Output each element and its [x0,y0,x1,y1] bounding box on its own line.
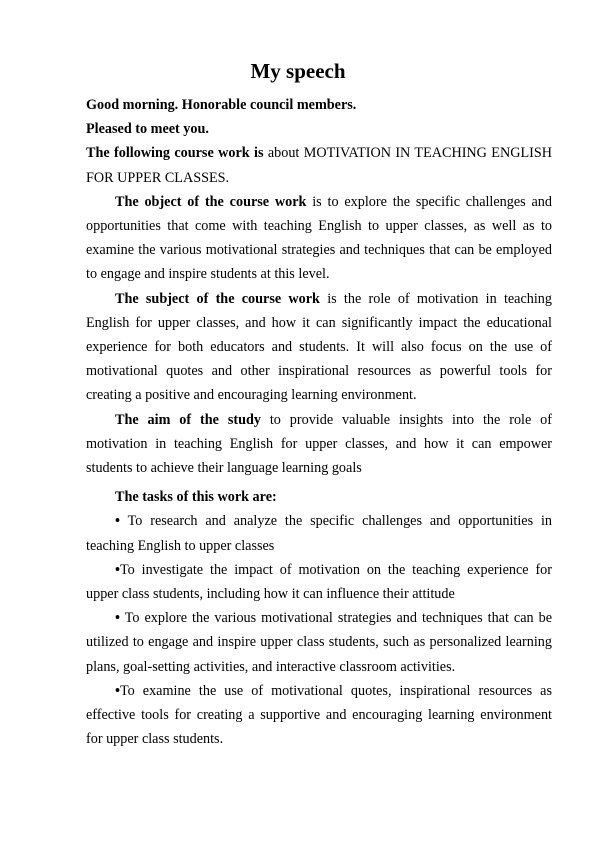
aim-lead: The aim of the study [115,411,261,428]
bullet-icon: • [115,513,120,530]
pleased-line: Pleased to meet you. [86,121,209,138]
aim-text: to provide valuable insights into the role of motivation in teaching English for upper classes, and how it can empower students to achieve their language learning goals [86,411,552,477]
subject-paragraph [86,287,552,408]
object-lead: The object of the course work [115,193,307,210]
intro-text: about MOTIVATION IN TEACHING ENGLISH FOR UPPER CLASSES. [86,145,552,186]
task-item [86,509,552,557]
aim-paragraph [86,408,552,481]
task-text: To examine the use of motivational quotes, inspirational resources as effective tools for creating a supportive and encouraging learning environment for upper class students. [86,682,552,748]
speech-body [86,93,552,751]
bullet-icon: • [115,561,120,578]
task-text: To explore the various motivational strategies and techniques that can be utilized to engage and inspire upper class students, such as personalized learning plans, goal-setting activities, and interactive classroom activities. [86,610,552,675]
task-item [86,606,552,679]
task-item [86,679,552,752]
task-item [86,558,552,606]
object-text: is to explore the specific challenges and opportunities that come with teaching English to upper classes, as well as to examine the various motivational strategies and techniques that can be employed to engage and inspire students at this level. [86,193,552,283]
page-title: My speech [250,59,346,83]
task-text: To research and analyze the specific challenges and opportunities in teaching English to upper classes [86,513,552,554]
greeting-line: Good morning. Honorable council members. [86,97,357,113]
bullet-icon: • [115,682,120,699]
task-text: To investigate the impact of motivation on the teaching experience for upper class students, including how it can influence their attitude [86,561,552,603]
bullet-icon: • [115,610,120,627]
object-paragraph [86,190,552,287]
subject-text: is the role of motivation in teaching English for upper classes, and how it can significantly impact the educational experience for both educators and students. It will also focus on the use of motivational quotes and other inspirational resources as powerful tools for creating a positive and encouraging learning environment. [86,290,552,404]
intro-lead: The following course work is [86,145,264,162]
subject-lead: The subject of the course work [115,290,320,307]
tasks-heading: The tasks of this work are: [115,489,277,506]
intro-paragraph [86,141,552,189]
